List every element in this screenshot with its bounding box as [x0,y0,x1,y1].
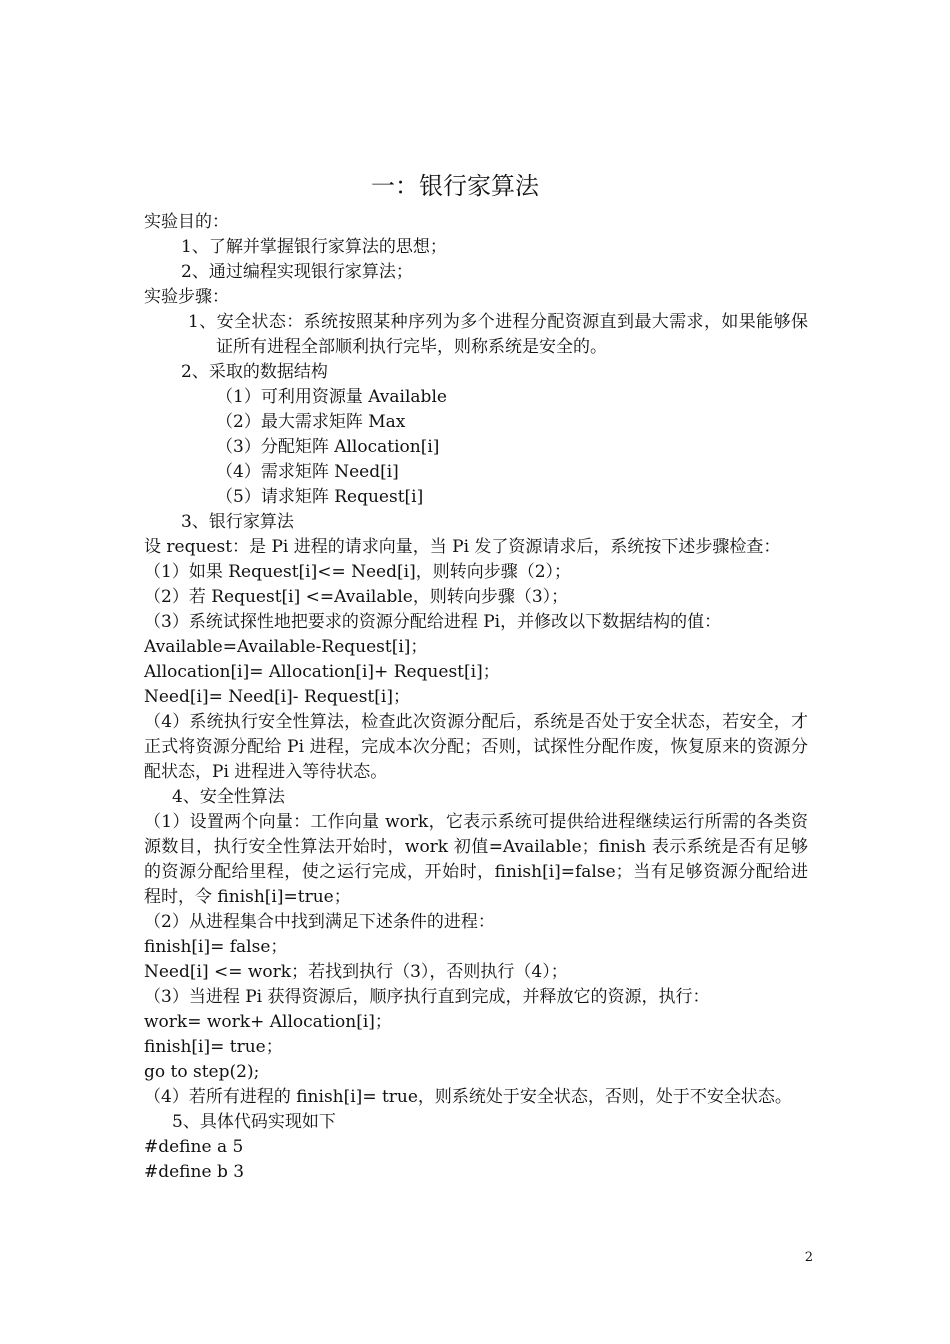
code-line-available: Available=Available-Request[i]； [144,637,428,657]
section-heading-steps: 实验步骤： [144,287,229,307]
purpose-item-2: 2、通过编程实现银行家算法； [181,262,413,282]
safety-step-1: （1）设置两个向量：工作向量 work，它表示系统可提供给进程继续运行所需的各类资源数目，执行安全性算法开始时，work 初值=Available；finish 表示系统是否有足够的资源分配给里程，使之运行完成，开始时，finish[i]=false；当有足够资源分配给进程时，令 finish[i]=true； [144,812,808,907]
code-line-need: Need[i]= Need[i]- Request[i]； [144,687,410,707]
step-safety-algorithm: 4、安全性算法 [172,787,285,807]
code-line-finish-true: finish[i]= true； [144,1037,283,1057]
data-structure-1: （1）可利用资源量 Available [216,387,447,407]
code-line-define-a: #define a 5 [144,1137,244,1157]
code-line-goto: go to step(2); [144,1062,260,1082]
data-structure-5: （5）请求矩阵 Request[i] [216,487,424,507]
safety-step-3: （3）当进程 Pi 获得资源后，顺序执行直到完成，并释放它的资源，执行： [144,987,710,1007]
request-definition: 设 request：是 Pi 进程的请求向量，当 Pi 发了资源请求后，系统按下述步骤检查： [144,537,781,557]
algorithm-step-4: （4）系统执行安全性算法，检查此次资源分配后，系统是否处于安全状态，若安全，才正式将资源分配给 Pi 进程，完成本次分配；否则，试探性分配作废，恢复原来的资源分配状态，Pi 进程进入等待状态。 [144,712,808,782]
algorithm-step-2: （2）若 Request[i] <=Available，则转向步骤（3）； [144,587,569,607]
code-line-define-b: #define b 3 [144,1162,245,1182]
code-line-need-work: Need[i] <= work；若找到执行（3），否则执行（4）； [144,962,568,982]
step-bankers-algorithm: 3、银行家算法 [181,512,294,532]
section-heading-purpose: 实验目的： [144,212,229,232]
algorithm-step-1: （1）如果 Request[i]<= Need[i]，则转向步骤（2）； [144,562,572,582]
safety-step-2: （2）从进程集合中找到满足下述条件的进程： [144,912,495,932]
page-number: 2 [804,1250,813,1265]
code-line-finish-false: finish[i]= false； [144,937,288,957]
document-body [144,210,808,1185]
purpose-item-1: 1、了解并掌握银行家算法的思想； [181,237,447,257]
step-data-structures: 2、采取的数据结构 [181,362,328,382]
data-structure-2: （2）最大需求矩阵 Max [216,412,406,432]
step-safe-state: 1、安全状态：系统按照某种序列为多个进程分配资源直到最大需求，如果能够保证所有进程全部顺利执行完毕，则称系统是安全的。 [188,312,808,357]
page-title: 一：银行家算法 [371,172,539,200]
code-line-allocation: Allocation[i]= Allocation[i]+ Request[i]； [144,662,500,682]
data-structure-4: （4）需求矩阵 Need[i] [216,462,399,482]
code-line-work: work= work+ Allocation[i]； [144,1012,392,1032]
algorithm-step-3: （3）系统试探性地把要求的资源分配给进程 Pi，并修改以下数据结构的值： [144,612,722,632]
data-structure-3: （3）分配矩阵 Allocation[i] [216,437,440,457]
safety-step-4: （4）若所有进程的 finish[i]= true，则系统处于安全状态，否则，处于不安全状态。 [144,1087,792,1107]
step-code-implementation: 5、具体代码实现如下 [172,1112,336,1132]
